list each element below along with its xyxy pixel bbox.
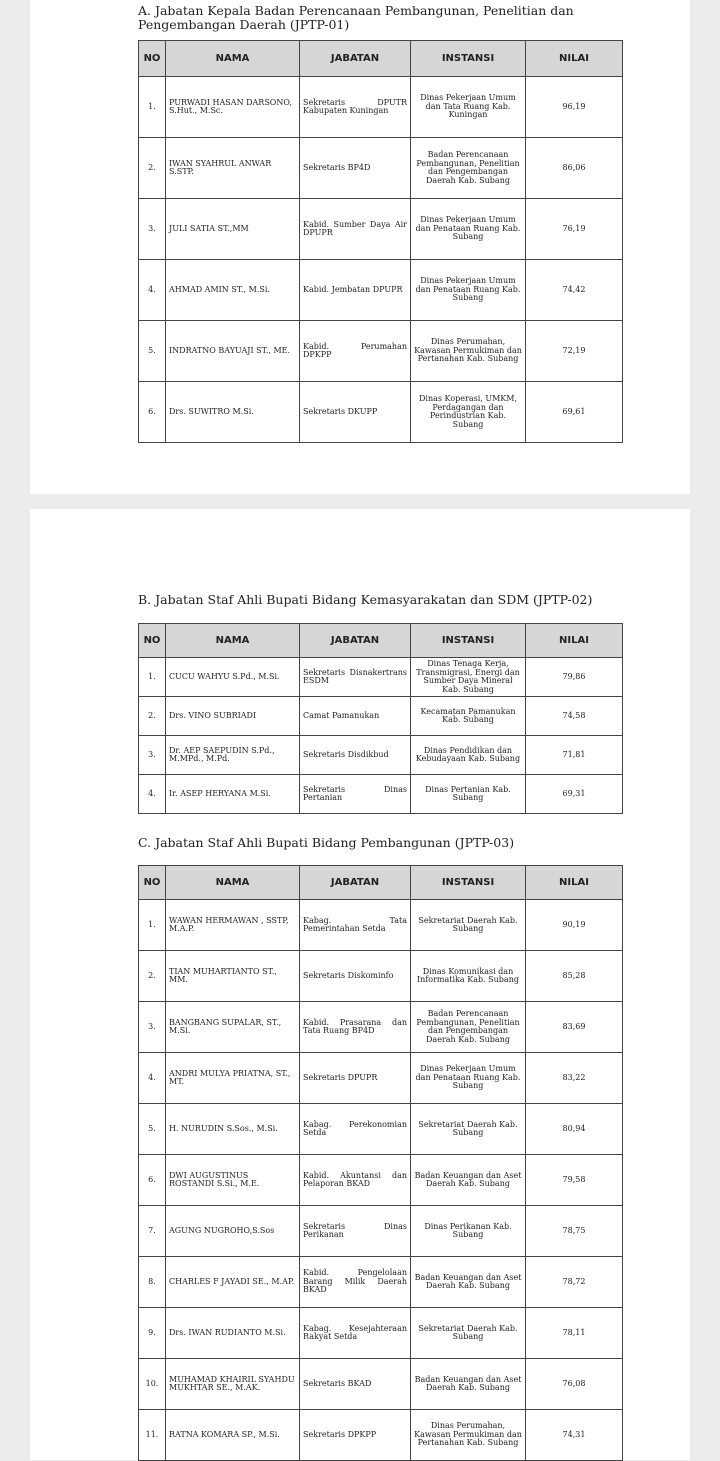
table-row bbox=[139, 775, 623, 814]
cell-nama: CHARLES F JAYADI SE., M.AP. bbox=[166, 1257, 300, 1308]
cell-nama: AHMAD AMIN ST., M.Si. bbox=[166, 260, 300, 321]
cell-nama: Dr. AEP SAEPUDIN S.Pd., M.MPd., M.Pd. bbox=[166, 736, 300, 775]
table-row bbox=[139, 1308, 623, 1359]
table-row bbox=[139, 1359, 623, 1410]
cell-nilai: 79,58 bbox=[526, 1155, 623, 1206]
cell-nilai: 90,19 bbox=[526, 900, 623, 951]
column-header-instansi: INSTANSI bbox=[411, 624, 526, 658]
cell-nama: PURWADI HASAN DARSONO, S.Hut., M.Sc. bbox=[166, 77, 300, 138]
cell-no: 8. bbox=[139, 1257, 166, 1308]
column-header-instansi: INSTANSI bbox=[411, 41, 526, 77]
cell-no: 3. bbox=[139, 199, 166, 260]
cell-jabatan: Sekretaris DPUPR bbox=[300, 1053, 411, 1104]
cell-nilai: 78,11 bbox=[526, 1308, 623, 1359]
column-header-no: NO bbox=[139, 866, 166, 900]
cell-instansi: Dinas Tenaga Kerja, Transmigrasi, Energi dan Sumber Daya Mineral Kab. Subang bbox=[411, 658, 526, 697]
cell-nilai: 83,22 bbox=[526, 1053, 623, 1104]
cell-no: 5. bbox=[139, 1104, 166, 1155]
cell-nilai: 86,06 bbox=[526, 138, 623, 199]
cell-jabatan: Sekretaris DKUPP bbox=[300, 382, 411, 443]
table-row bbox=[139, 1002, 623, 1053]
cell-jabatan: Sekretaris Dinas Pertanian bbox=[300, 775, 411, 814]
table-row bbox=[139, 1053, 623, 1104]
cell-instansi: Dinas Pekerjaan Umum dan Penataan Ruang Kab. Subang bbox=[411, 260, 526, 321]
cell-jabatan: Kabid. Prasarana dan Tata Ruang BP4D bbox=[300, 1002, 411, 1053]
cell-jabatan: Sekretaris DPKPP bbox=[300, 1410, 411, 1461]
table-row bbox=[139, 199, 623, 260]
column-header-no: NO bbox=[139, 41, 166, 77]
cell-instansi: Sekretariat Daerah Kab. Subang bbox=[411, 1104, 526, 1155]
table-row bbox=[139, 138, 623, 199]
cell-instansi: Dinas Perikanan Kab. Subang bbox=[411, 1206, 526, 1257]
cell-no: 1. bbox=[139, 658, 166, 697]
cell-instansi: Sekretariat Daerah Kab. Subang bbox=[411, 1308, 526, 1359]
cell-no: 4. bbox=[139, 1053, 166, 1104]
table-row bbox=[139, 77, 623, 138]
cell-nama: BANGBANG SUPALAR, ST., M.Si. bbox=[166, 1002, 300, 1053]
cell-nama: TIAN MUHARTIANTO ST., MM. bbox=[166, 951, 300, 1002]
table-row bbox=[139, 1155, 623, 1206]
cell-no: 9. bbox=[139, 1308, 166, 1359]
cell-nilai: 80,94 bbox=[526, 1104, 623, 1155]
cell-no: 3. bbox=[139, 736, 166, 775]
cell-jabatan: Kabag. Tata Pemerintahan Setda bbox=[300, 900, 411, 951]
cell-nilai: 96,19 bbox=[526, 77, 623, 138]
cell-nama: AGUNG NUGROHO,S.Sos bbox=[166, 1206, 300, 1257]
table-row bbox=[139, 382, 623, 443]
cell-nama: DWI AUGUSTINUS ROSTANDI S.Si., M.E. bbox=[166, 1155, 300, 1206]
cell-instansi: Dinas Pendidikan dan Kebudayaan Kab. Subang bbox=[411, 736, 526, 775]
cell-nilai: 83,69 bbox=[526, 1002, 623, 1053]
cell-nama: H. NURUDIN S.Sos., M.Si. bbox=[166, 1104, 300, 1155]
cell-nama: INDRATNO BAYUAJI ST., ME. bbox=[166, 321, 300, 382]
table-row bbox=[139, 951, 623, 1002]
column-header-nilai: NILAI bbox=[526, 866, 623, 900]
cell-jabatan: Sekretaris BKAD bbox=[300, 1359, 411, 1410]
table-jptp-01 bbox=[138, 40, 623, 443]
cell-nilai: 79,86 bbox=[526, 658, 623, 697]
cell-nilai: 85,28 bbox=[526, 951, 623, 1002]
cell-instansi: Dinas Pekerjaan Umum dan Penataan Ruang Kab. Subang bbox=[411, 1053, 526, 1104]
cell-no: 11. bbox=[139, 1410, 166, 1461]
table-row bbox=[139, 736, 623, 775]
cell-jabatan: Sekretaris BP4D bbox=[300, 138, 411, 199]
cell-jabatan: Kabid. Jembatan DPUPR bbox=[300, 260, 411, 321]
cell-instansi: Dinas Koperasi, UMKM, Perdagangan dan Perindustrian Kab. Subang bbox=[411, 382, 526, 443]
cell-no: 4. bbox=[139, 775, 166, 814]
column-header-jabatan: JABATAN bbox=[300, 41, 411, 77]
cell-nilai: 78,72 bbox=[526, 1257, 623, 1308]
cell-nama: Ir. ASEP HERYANA M.Si. bbox=[166, 775, 300, 814]
cell-jabatan: Kabid. Akuntansi dan Pelaporan BKAD bbox=[300, 1155, 411, 1206]
cell-jabatan: Sekretaris Diskominfo bbox=[300, 951, 411, 1002]
cell-no: 6. bbox=[139, 382, 166, 443]
cell-no: 10. bbox=[139, 1359, 166, 1410]
table-header-row bbox=[139, 41, 623, 77]
cell-jabatan: Kabid. Sumber Daya Air DPUPR bbox=[300, 199, 411, 260]
table-row bbox=[139, 658, 623, 697]
cell-instansi: Dinas Pertanian Kab. Subang bbox=[411, 775, 526, 814]
document-page-2 bbox=[30, 509, 690, 1460]
cell-no: 5. bbox=[139, 321, 166, 382]
column-header-jabatan: JABATAN bbox=[300, 866, 411, 900]
cell-jabatan: Kabid. Pengelolaan Barang Milik Daerah BKAD bbox=[300, 1257, 411, 1308]
cell-nilai: 69,61 bbox=[526, 382, 623, 443]
table-header-row bbox=[139, 866, 623, 900]
cell-nilai: 74,42 bbox=[526, 260, 623, 321]
cell-instansi: Dinas Perumahan, Kawasan Permukiman dan Pertanahan Kab. Subang bbox=[411, 1410, 526, 1461]
document-page-1 bbox=[30, 0, 690, 494]
cell-no: 7. bbox=[139, 1206, 166, 1257]
cell-instansi: Badan Keuangan dan Aset Daerah Kab. Subang bbox=[411, 1359, 526, 1410]
cell-instansi: Dinas Komunikasi dan Informatika Kab. Subang bbox=[411, 951, 526, 1002]
cell-no: 4. bbox=[139, 260, 166, 321]
cell-jabatan: Kabag. Perekonomian Setda bbox=[300, 1104, 411, 1155]
cell-instansi: Kecamatan Pamanukan Kab. Subang bbox=[411, 697, 526, 736]
cell-nilai: 78,75 bbox=[526, 1206, 623, 1257]
cell-jabatan: Kabid. Perumahan DPKPP bbox=[300, 321, 411, 382]
cell-nama: RATNA KOMARA SP., M.Si. bbox=[166, 1410, 300, 1461]
cell-jabatan: Sekretaris Dinas Perikanan bbox=[300, 1206, 411, 1257]
cell-nilai: 76,19 bbox=[526, 199, 623, 260]
cell-nilai: 74,58 bbox=[526, 697, 623, 736]
cell-nama: Drs. VINO SUBRIADI bbox=[166, 697, 300, 736]
cell-nilai: 72,19 bbox=[526, 321, 623, 382]
cell-no: 2. bbox=[139, 951, 166, 1002]
table-row bbox=[139, 697, 623, 736]
cell-no: 3. bbox=[139, 1002, 166, 1053]
cell-nilai: 76,08 bbox=[526, 1359, 623, 1410]
cell-instansi: Badan Keuangan dan Aset Daerah Kab. Subang bbox=[411, 1257, 526, 1308]
section-c-title: C. Jabatan Staf Ahli Bupati Bidang Pembangunan (JPTP-03) bbox=[138, 835, 515, 850]
cell-nilai: 74,31 bbox=[526, 1410, 623, 1461]
column-header-nilai: NILAI bbox=[526, 624, 623, 658]
cell-no: 2. bbox=[139, 697, 166, 736]
cell-instansi: Dinas Pekerjaan Umum dan Tata Ruang Kab. Kuningan bbox=[411, 77, 526, 138]
cell-nama: ANDRI MULYA PRIATNA, ST., MT. bbox=[166, 1053, 300, 1104]
cell-no: 6. bbox=[139, 1155, 166, 1206]
cell-instansi: Badan Perencanaan Pembangunan, Penelitian dan Pengembangan Daerah Kab. Subang bbox=[411, 138, 526, 199]
cell-nama: Drs. SUWITRO M.Si. bbox=[166, 382, 300, 443]
cell-instansi: Badan Perencanaan Pembangunan, Penelitian dan Pengembangan Daerah Kab. Subang bbox=[411, 1002, 526, 1053]
cell-jabatan: Sekretaris Disnakertrans ESDM bbox=[300, 658, 411, 697]
column-header-jabatan: JABATAN bbox=[300, 624, 411, 658]
cell-nama: IWAN SYAHRUL ANWAR S.STP. bbox=[166, 138, 300, 199]
cell-nilai: 69,31 bbox=[526, 775, 623, 814]
cell-nama: WAWAN HERMAWAN , SSTP, M.A.P. bbox=[166, 900, 300, 951]
table-row bbox=[139, 1206, 623, 1257]
cell-instansi: Dinas Perumahan, Kawasan Permukiman dan Pertanahan Kab. Subang bbox=[411, 321, 526, 382]
cell-jabatan: Sekretaris DPUTR Kabupaten Kuningan bbox=[300, 77, 411, 138]
section-a-title: A. Jabatan Kepala Badan Perencanaan Pembangunan, Penelitian dan Pengembangan Daerah (JPTP-01) bbox=[138, 3, 574, 32]
cell-nilai: 71,81 bbox=[526, 736, 623, 775]
table-jptp-02 bbox=[138, 623, 623, 814]
cell-nama: MUHAMAD KHAIRIL SYAHDU MUKHTAR SE., M.AK. bbox=[166, 1359, 300, 1410]
table-header-row bbox=[139, 624, 623, 658]
table-row bbox=[139, 1257, 623, 1308]
section-b-title: B. Jabatan Staf Ahli Bupati Bidang Kemasyarakatan dan SDM (JPTP-02) bbox=[138, 592, 593, 607]
column-header-nama: NAMA bbox=[166, 866, 300, 900]
column-header-nilai: NILAI bbox=[526, 41, 623, 77]
table-jptp-03 bbox=[138, 865, 623, 1461]
column-header-instansi: INSTANSI bbox=[411, 866, 526, 900]
cell-nama: CUCU WAHYU S.Pd., M.Si. bbox=[166, 658, 300, 697]
table-row bbox=[139, 260, 623, 321]
column-header-no: NO bbox=[139, 624, 166, 658]
cell-no: 2. bbox=[139, 138, 166, 199]
table-row bbox=[139, 1104, 623, 1155]
column-header-nama: NAMA bbox=[166, 41, 300, 77]
cell-instansi: Badan Keuangan dan Aset Daerah Kab. Subang bbox=[411, 1155, 526, 1206]
cell-nama: JULI SATIA ST.,MM bbox=[166, 199, 300, 260]
cell-jabatan: Sekretaris Disdikbud bbox=[300, 736, 411, 775]
column-header-nama: NAMA bbox=[166, 624, 300, 658]
cell-jabatan: Kabag. Kesejahteraan Rakyat Setda bbox=[300, 1308, 411, 1359]
cell-nama: Drs. IWAN RUDIANTO M.Si. bbox=[166, 1308, 300, 1359]
table-row bbox=[139, 321, 623, 382]
cell-no: 1. bbox=[139, 77, 166, 138]
cell-jabatan: Camat Pamanukan bbox=[300, 697, 411, 736]
cell-instansi: Sekretariat Daerah Kab. Subang bbox=[411, 900, 526, 951]
table-row bbox=[139, 1410, 623, 1461]
table-row bbox=[139, 900, 623, 951]
cell-instansi: Dinas Pekerjaan Umum dan Penataan Ruang Kab. Subang bbox=[411, 199, 526, 260]
cell-no: 1. bbox=[139, 900, 166, 951]
